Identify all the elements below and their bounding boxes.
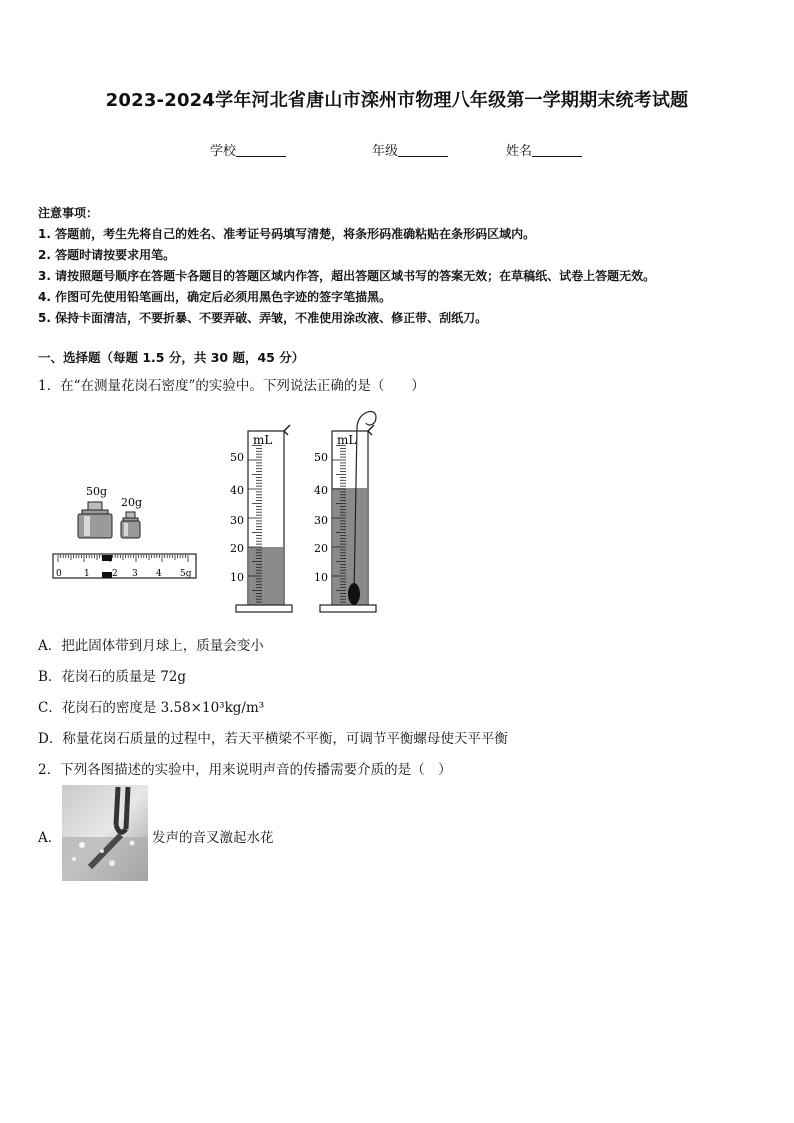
q1-option-d: D．称量花岗石质量的过程中，若天平横梁不平衡，可调节平衡螺母使天平平衡 <box>38 731 508 747</box>
cyl1-tick-50: 50 <box>230 451 244 464</box>
notes-item: 1. 答题前，考生先将自己的姓名、准考证号码填写清楚，将条形码准确粘贴在条形码区域内。 <box>38 227 536 241</box>
notes-item: 4. 作图可先使用铅笔画出，确定后必须用黑色字迹的签字笔描黑。 <box>38 290 392 304</box>
question-2-stem: 2．下列各图描述的实验中，用来说明声音的传播需要介质的是（ ） <box>38 762 452 778</box>
notes-item: 3. 请按照题号顺序在答题卡各题目的答题区域内作答，超出答题区域书写的答案无效；在草稿纸、试卷上答题无效。 <box>38 269 656 283</box>
weight-50g <box>78 485 112 538</box>
q1-option-b: B．花岗石的质量是 72g <box>38 669 187 685</box>
school-blank <box>236 144 286 157</box>
cyl1-tick-40: 40 <box>230 484 244 497</box>
cylinder-1-unit: mL <box>253 433 273 447</box>
question-1-stem: 1．在“在测量花岗石密度”的实验中。下列说法正确的是（ ） <box>38 378 425 394</box>
notes-item: 5. 保持卡面清洁，不要折暴、不要弄破、弄皱，不准使用涂改液、修正带、刮纸刀。 <box>38 311 488 325</box>
cyl1-tick-20: 20 <box>230 542 244 555</box>
notes-item: 2. 答题时请按要求用笔。 <box>38 248 176 262</box>
weight-20g-label: 20g <box>121 496 143 509</box>
cylinder-2-unit: mL <box>337 433 357 447</box>
balance-ruler <box>53 554 196 579</box>
cyl2-tick-40: 40 <box>314 484 328 497</box>
ruler-label-4: 4 <box>156 569 162 579</box>
grade-label: 年级 <box>372 144 399 159</box>
ruler-label-1: 1 <box>84 569 90 579</box>
q2-option-a-label: A． <box>38 830 62 846</box>
page-title: 2023-2024学年河北省唐山市滦州市物理八年级第一学期期末统考试题 <box>105 90 689 111</box>
q1-option-a: A．把此固体带到月球上，质量会变小 <box>38 638 264 654</box>
cyl2-tick-50: 50 <box>314 451 328 464</box>
notes-block <box>38 203 655 329</box>
weight-50g-label: 50g <box>86 485 108 498</box>
section-heading: 一、选择题（每题 1.5 分，共 30 题，45 分） <box>38 350 305 365</box>
cyl2-tick-20: 20 <box>314 542 328 555</box>
tuning-fork-photo <box>62 785 148 881</box>
graduated-cylinder-1 <box>230 425 292 612</box>
ruler-label-3: 3 <box>132 569 138 579</box>
graduated-cylinder-2 <box>314 412 376 612</box>
school-label: 学校 <box>210 144 237 159</box>
notes-heading: 注意事项： <box>38 206 99 220</box>
name-blank <box>532 144 582 157</box>
q1-figure <box>50 405 390 620</box>
cyl1-tick-30: 30 <box>230 514 244 527</box>
q2-option-a-text: 发声的音叉激起水花 <box>152 830 274 846</box>
ruler-label-0: 0 <box>56 569 62 579</box>
weight-20g <box>121 496 142 538</box>
grade-field <box>372 140 448 159</box>
cyl2-tick-30: 30 <box>314 514 328 527</box>
grade-blank <box>398 144 448 157</box>
cylinder-1-water <box>249 547 283 606</box>
cyl1-tick-10: 10 <box>230 571 244 584</box>
name-label: 姓名 <box>506 144 533 159</box>
granite-stone <box>348 583 360 605</box>
ruler-label-5: 5g <box>180 569 192 579</box>
cyl2-tick-10: 10 <box>314 571 328 584</box>
name-field <box>506 140 582 159</box>
q1-option-c: C．花岗石的密度是 3.58×10³kg/m³ <box>38 700 265 716</box>
school-field <box>210 140 286 159</box>
ruler-label-2: 2 <box>112 569 118 579</box>
